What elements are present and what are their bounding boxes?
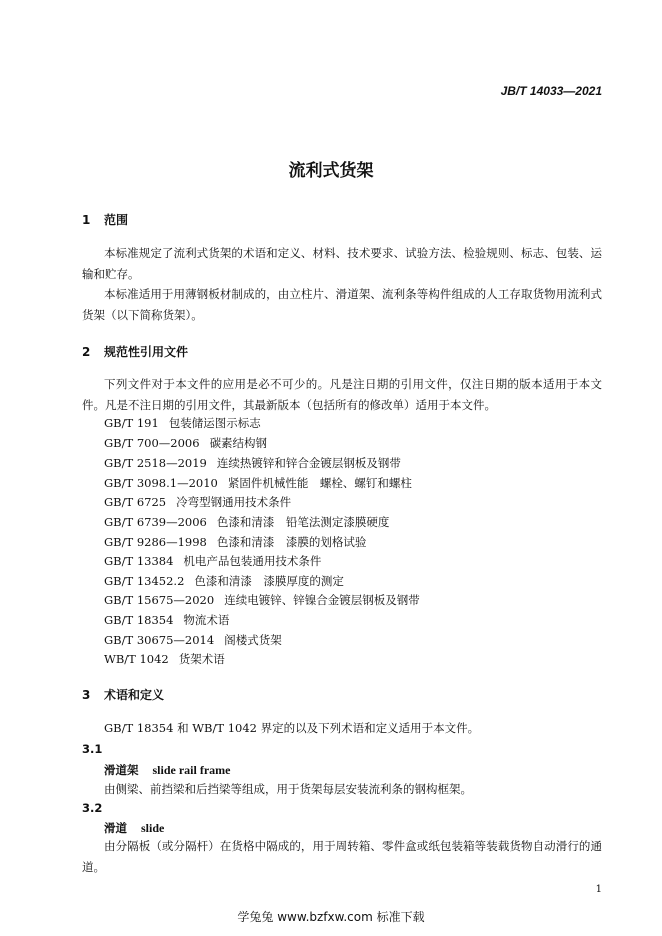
reference-code: GB/T 15675—2020 [104,593,215,607]
term-definition: 由分隔板（或分隔杆）在货格中隔成的，用于周转箱、零件盒或纸包装箱等装载货物自动滑行的通道。 [82,839,602,874]
section-heading-scope [82,211,128,228]
reference-name: 碳素结构钢 [209,436,268,450]
reference-name: 色漆和清漆 漆膜的划格试验 [216,535,367,549]
reference-item [104,514,389,530]
reference-item [104,573,344,589]
reference-item [104,475,412,491]
section-title: 规范性引用文件 [104,345,189,359]
reference-code: GB/T 30675—2014 [104,633,215,647]
reference-item [104,494,291,510]
section-number: 2 [82,345,91,359]
reference-item [104,592,420,608]
term-chinese: 滑道 [104,821,127,835]
reference-item [104,415,261,431]
reference-code: GB/T 700—2006 [104,436,200,450]
reference-name: 连续电镀锌、锌镍合金镀层钢板及钢带 [224,593,420,607]
references-intro: 下列文件对于本文件的应用是必不可少的。凡是注日期的引用文件，仅注日期的版本适用于本文件。凡是不注日期的引用文件，其最新版本（包括所有的修改单）适用于本文件。 [82,377,602,412]
reference-item [104,435,267,451]
section-heading-normative-references [82,343,188,360]
reference-code: GB/T 18354 [104,613,174,627]
reference-name: 阁楼式货架 [224,633,282,647]
reference-name: 包装储运图示标志 [168,416,261,430]
document-title: 流利式货架 [288,161,374,181]
reference-item [104,632,282,648]
term-entry [104,762,230,778]
reference-name: 色漆和清漆 漆膜厚度的测定 [194,574,344,588]
reference-code: GB/T 9286—1998 [104,535,207,549]
term-chinese: 滑道架 [104,763,139,777]
section-title: 术语和定义 [104,688,165,702]
reference-name: 连续热镀锌和锌合金镀层钢板及钢带 [216,456,401,470]
clause-number: 3.2 [82,801,103,815]
reference-name: 冷弯型钢通用技术条件 [176,495,292,509]
reference-code: GB/T 6739—2006 [104,515,207,529]
section-number: 1 [82,213,91,227]
reference-name: 货架术语 [178,652,225,666]
scope-paragraph-1: 本标准规定了流利式货架的术语和定义、材料、技术要求、试验方法、检验规则、标志、包装、运输和贮存。 [82,246,602,281]
section-heading-terms-and-definitions [82,686,164,703]
reference-code: GB/T 13384 [104,554,174,568]
reference-item [104,534,366,550]
page-number: 1 [595,884,602,895]
term-definition: 由侧梁、前挡梁和后挡梁等组成，用于货架每层安装流利条的钢构框架。 [104,782,472,796]
section-title: 范围 [104,213,129,227]
standard-number: JB/T 14033—2021 [500,84,602,98]
reference-name: 色漆和清漆 铅笔法测定漆膜硬度 [216,515,390,529]
reference-item [104,553,321,569]
reference-code: WB/T 1042 [104,652,169,666]
reference-item [104,651,225,667]
reference-code: GB/T 6725 [104,495,167,509]
reference-item [104,612,229,628]
reference-name: 机电产品包装通用技术条件 [183,554,322,568]
reference-code: GB/T 13452.2 [104,574,185,588]
reference-code: GB/T 2518—2019 [104,456,207,470]
clause-number: 3.1 [82,742,103,756]
term-entry [104,820,164,836]
terms-intro: GB/T 18354 和 WB/T 1042 界定的以及下列术语和定义适用于本文件。 [104,721,480,735]
reference-code: GB/T 191 [104,416,159,430]
reference-name: 物流术语 [183,613,230,627]
section-number: 3 [82,688,91,702]
footer-watermark: 学兔兔 www.bzfxw.com 标准下载 [237,910,425,924]
reference-code: GB/T 3098.1—2010 [104,476,218,490]
reference-item [104,455,401,471]
scope-paragraph-2: 本标准适用于用薄钢板材制成的，由立柱片、滑道架、流利条等构件组成的人工存取货物用流利式货架（以下简称货架）。 [82,287,602,322]
term-english: slide rail frame [152,763,231,777]
reference-name: 紧固件机械性能 螺栓、螺钉和螺柱 [227,476,412,490]
term-english: slide [141,821,165,835]
